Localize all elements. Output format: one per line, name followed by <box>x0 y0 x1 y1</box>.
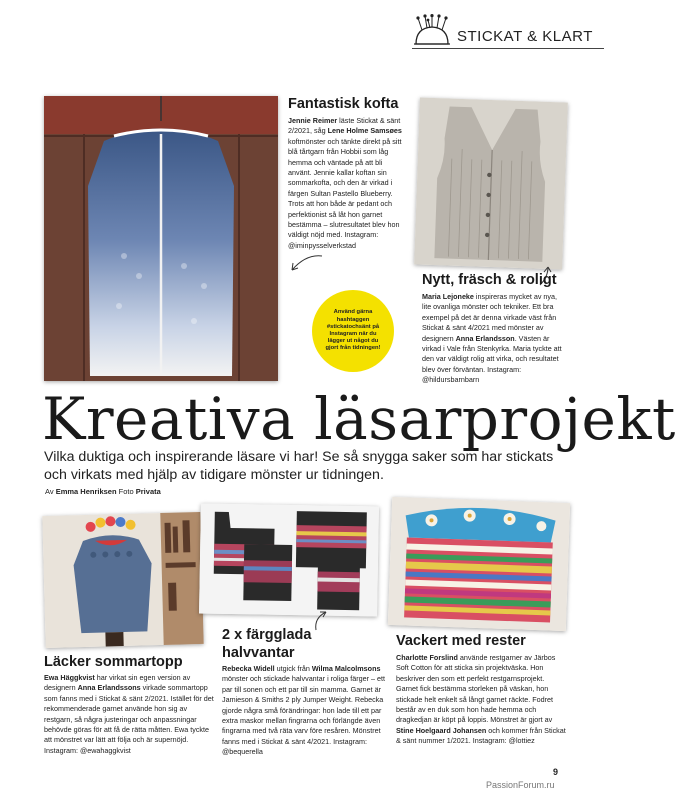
article3-heading: Läcker sommartopp <box>44 654 183 670</box>
byline: Av Emma Henriksen Foto Privata <box>45 487 161 496</box>
article4-heading: 2 x färgglada halvvantar <box>222 627 312 661</box>
article2-text: Maria Lejoneke inspireras mycket av nya, lite ovanliga mönster och tekniker. Ett bra exempel på det är denna virkade väst från Stickat & sänt 4/2021 med mönster av designern Anna Erlandsson. Västen är virkad i Vale från Stenkyrka. Maria tyckte att den var väldigt rolig att virka, och resultatet blev över förväntan. Instagram: @hildursbarnbarn <box>422 292 562 385</box>
bag-photo <box>388 497 570 631</box>
header-rule <box>412 48 604 49</box>
article5-text: Charlotte Forslind använde restgarner av Järbos Soft Cotton för att sticka sin projektväska. Hon beskriver den som ett perfekt restgarnsprojekt. Garnet fick bestämma storleken på väskan, hon stickade helt enkelt så långt garnet räckte. Fodret består av en duk som hon hade hemma och dragkedjan är köpt på loppis. Mönstret är gjort av Stine Hoelgaard Johansen och kommer från Stickat & sänt nummer 1/2021. Instagram: @lottiez <box>396 653 566 746</box>
vest-photo <box>414 97 568 269</box>
article3-text: Ewa Häggkvist har virkat sin egen version av designern Anna Erlandssons virkade sommartopp som fanns med i Stickat & sänt 2/2021. Istället för det rekommenderade garnet använde hon sig av restgarn, så några justeringar och anpassningar behövde göras för att få de rätta måtten. Ewa tyckte att mönstret var lätt att följa och är supernöjd. Instagram: @ewahaggkvist <box>44 673 214 755</box>
article4-text: Rebecka Widell utgick från Wilma Malcolmsons mönster och stickade halvvantar i roliga färger – ett par till sonen och ett par till sin mamma. Garnet är Jamieson & Smiths 2 ply Jumper Weight. Rebecka gjorde några små förändringar: hon lade till ett par extra maskor mellan fingrarna och förlängde även fingrarna med två räta varv före resåren. Mönstret fanns med i Stickat & sänt 4/2021. Instagram: @bequerella <box>222 664 385 757</box>
section-title: STICKAT & KLART <box>457 28 593 45</box>
article5-heading: Vackert med rester <box>396 633 526 649</box>
pincushion-icon <box>412 14 452 48</box>
feature-intro: Vilka duktiga och inspirerande läsare vi har! Se så snygga saker som har stickats och virkats med hjälp av tidigare mönster ur tidningen. <box>44 449 554 483</box>
hashtag-badge: Använd gärna hashtaggen #stickatochsänt på Instagram när du lägger ut något du gjort från tidningen! <box>312 290 394 372</box>
cardigan-photo <box>44 96 278 381</box>
page-number: 9 <box>553 767 559 777</box>
feature-title: Kreativa läsarprojekt <box>42 385 676 453</box>
arrow-to-cardigan <box>286 252 326 276</box>
article1-text: Jennie Reimer läste Stickat & sänt 2/2021, såg Lene Holme Samsøes koftmönster och tänkte direkt på sitt blå tårtgarn från Hobbii som låg hemma och väntade på att bli använt. Jennie kallar koftan sin sommarkofta, och den är virkad i färgen Sultan Pastello Blueberry. Trots att hon både är pedant och perfektionist så låt hon garnet bestämma – slutresultatet blev hon väldigt nöjd med. Instagram: @iminpysselverkstad <box>288 116 402 250</box>
watermark: PassionForum.ru <box>486 780 555 790</box>
article2-heading: Nytt, fräsch & roligt <box>422 272 557 288</box>
article1-heading: Fantastisk kofta <box>288 96 399 112</box>
mittens-photo <box>199 503 379 616</box>
summer-top-photo <box>42 512 203 648</box>
